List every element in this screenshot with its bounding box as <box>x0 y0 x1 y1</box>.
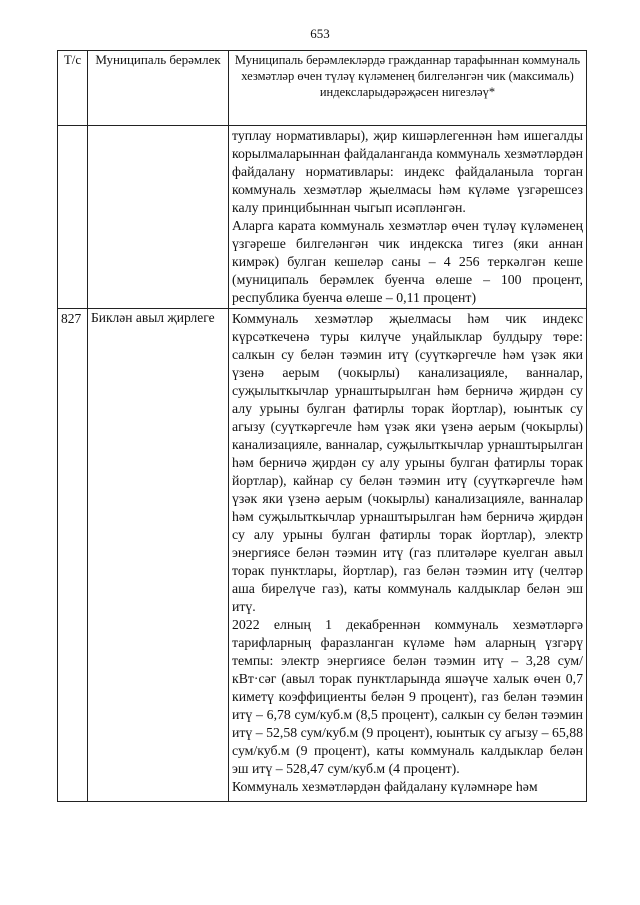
row-justification <box>229 309 587 802</box>
table-header-row <box>58 51 587 126</box>
row-municipality <box>88 126 229 309</box>
paragraph: Коммуналь хезмәтләрдән файдалану күләмнәре һәм <box>232 779 538 794</box>
header-municipality: Муниципаль берәмлек <box>88 51 229 126</box>
paragraph: туплау нормативлары), җир кишәрлегеннән һәм ишегалды корылмаларыннан файдаланганда коммуналь хезмәтләрдән файдалану нормативлары: индекс файдаланыла торган коммуналь хезмәтләр җыелмасы һәм күләме үзгәрешсез калу принцибыннан чыгып исәпләнгән. <box>232 128 583 215</box>
row-justification <box>229 126 587 309</box>
row-number <box>58 126 88 309</box>
row-number: 827 <box>58 309 88 802</box>
row-municipality: Биклән авыл җирлеге <box>88 309 229 802</box>
table-row <box>58 309 587 802</box>
table-row <box>58 126 587 309</box>
page-number: 653 <box>310 26 330 41</box>
header-justification: Муниципаль берәмлекләрдә гражданнар тарафыннан коммуналь хезмәтләр өчен түләү күләменең билгеләнгән чик (максималь) индексларыдәрәҗәсен нигезләү* <box>229 51 587 126</box>
paragraph: Коммуналь хезмәтләр җыелмасы һәм чик индекс күрсәткеченә туры килүче уңайлыклар булдыру төре: салкын су белән тәэмин итү (суүткәргечле һәм үзәк яки үзенә аерым (чокырлы) канализацияле, ванналар, суҗылыткычлар урнаштырылган һәм берничә җирдән су алу урыны булган фатирлы торак йортлар), юынтык су агызу (суүткәргечле һәм үзәк яки үзенә аерым (чокырлы) канализацияле, ванналар, суҗылыткычлар урнаштырылган һәм берничә җирдән су алу урыны булган фатирлы торак йортлар), кайнар су белән тәэмин итү (суүткәргечле һәм үзәк яки үзенә аерым (чокырлы) канализацияле, ванналар һәм суҗылыткычлар урнаштырылган һәм берничә җирдән су алу урыны булган фатирлы торак йортлар), электр энергиясе белән тәэмин итү (газ плитәләре куелган авыл торак пунктлары, йортлар), газ белән тәэмин итү (челтәр аша бирелүче газ), каты коммуналь калдыклар белән эш итү. <box>232 311 583 614</box>
paragraph: Аларга карата коммуналь хезмәтләр өчен түләү күләменең үзгәреше билгеләнгән чик индекска тигез (яки аннан кимрәк) булган кешеләр саны – 4 256 теркәлгән кеше (муниципаль берәмлек буенча өлеше – 100 процент, республика буенча өлеше – 0,11 процент) <box>232 218 583 305</box>
paragraph: 2022 елның 1 декабреннән коммуналь хезмәтләргә тарифларның фаразланган күләме һәм аларның үзгәрү темпы: электр энергиясе белән тәэмин итү – 3,28 сум/кВт·сәг (авыл торак пунктларында яшәүче халык өчен 0,7 киметү коэффициенты белән 9 процент), газ белән тәэмин итү – 6,78 сум/куб.м (8,5 процент), салкын су белән тәэмин итү – 52,58 сум/куб.м (9 процент), юынтык су агызу – 65,88 сум/куб.м (9 процент), каты коммуналь калдыклар белән эш итү – 528,47 сум/куб.м (4 процент). <box>232 617 583 776</box>
index-table <box>57 50 587 802</box>
header-number: Т/с <box>58 51 88 126</box>
